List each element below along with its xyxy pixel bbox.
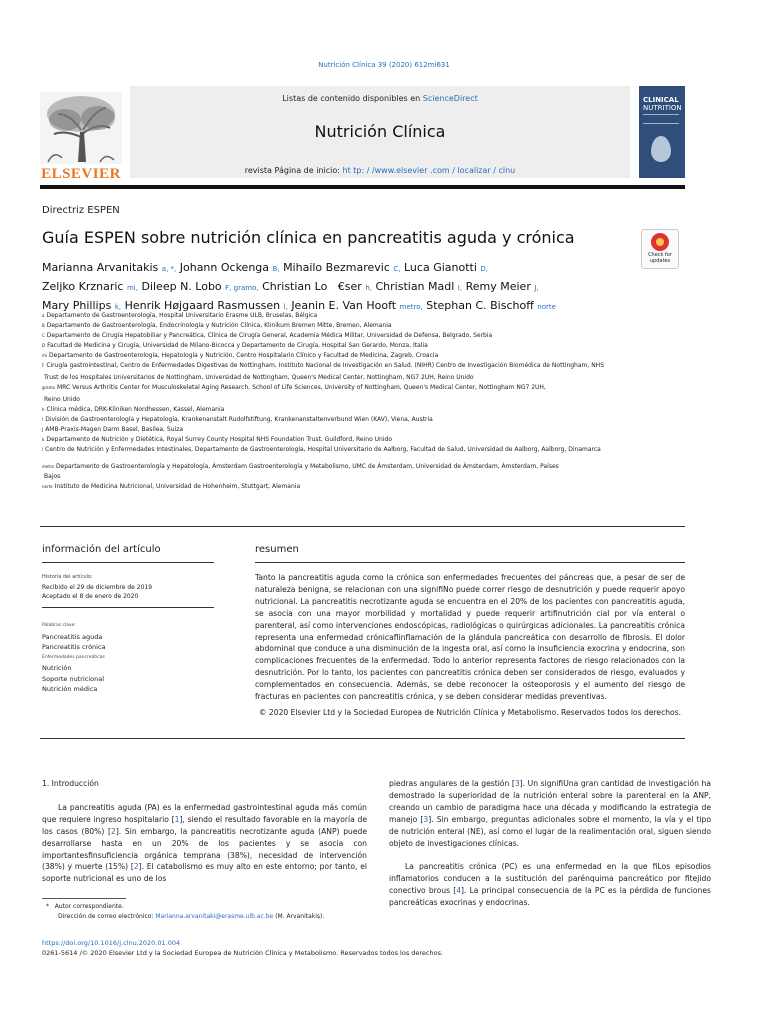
affiliation-text: Clínica médica, DRK-Kliniken Nordhessen, Kassel, Alemania (46, 406, 225, 413)
journal-title: Nutrición Clínica (314, 122, 446, 141)
affiliation-list (42, 312, 652, 493)
affiliation-text: Facultad de Medicina y Cirugía, Universidad de Milano-Bicocca y Departamento de Cirugía, Hospital San Gerardo, Monza, Italia (47, 342, 428, 349)
footnote-rule (42, 898, 126, 899)
affiliation (42, 426, 652, 434)
divider (42, 562, 214, 563)
cover-title-line2: NUTRITION (643, 104, 682, 112)
affiliation (42, 374, 652, 382)
check-updates-icon (651, 233, 669, 251)
sciencedirect-link[interactable]: ScienceDirect (422, 94, 478, 103)
affiliation-key: D (42, 343, 46, 348)
check-for-updates-badge[interactable] (641, 229, 679, 269)
author-affiliation-mark[interactable]: J, (534, 284, 539, 292)
affiliation-text: Reino Unido (44, 396, 80, 403)
affiliation (42, 312, 652, 320)
author-affiliation-mark[interactable]: metro, (399, 303, 423, 311)
divider (40, 526, 685, 527)
divider (255, 562, 685, 563)
affiliation-key: h (42, 407, 45, 412)
affiliation-text: Departamento de Gastroenterología, Hepatología y Nutrición, Centro Hospitalario Clínico y Facultad de Medicina, Zagreb, Croacia (49, 352, 439, 359)
affiliation-key: J (42, 427, 44, 432)
affiliation (42, 352, 652, 360)
footnote-marker: * (46, 903, 49, 910)
header-rule (40, 185, 685, 189)
author-name[interactable]: Luca Gianotti (404, 261, 477, 274)
affiliation (42, 446, 652, 454)
doi-link[interactable]: https://doi.org/10.1016/j.clnu.2020.01.004 (42, 939, 181, 947)
journal-citation[interactable]: Nutrición Clínica 39 (2020) 612mi631 (318, 61, 450, 69)
abstract-heading: resumen (255, 544, 299, 555)
cover-title-line1: CLINICAL (643, 96, 679, 104)
reference-link[interactable]: 2 (133, 862, 139, 872)
affiliation (42, 406, 652, 414)
abstract-text: Tanto la pancreatitis aguda como la crónica son enfermedades frecuentes del páncreas que, a pesar de ser de naturaleza benigna, se relacionan con una signifiNo puede correr riesgo de desnutrición y puede requerir apoyo nutricional. La pancreatitis necrotizante aguda se encuentra en el 20% de los pacientes con pancreatitis aguda, se asocia con una mayor morbilidad y mortalidad y puede requerir artifinutrición cial por vía enteral o parenteral, así como intervenciones endoscópicas, radiológicas o quirúrgicas adicionales. La pancreatitis crónica representa una enfermedad crónicaflinflamación de la glándula pancreática con desarrollo de fibrosis. El dolor abdominal que conduce a una disminución de la ingesta oral, así como la insuficiencia exocrina y endocrina, son complicaciones frecuentes de la enfermedad. Todo lo anterior representa factores de riesgo relacionados con la desnutrición. Por lo tanto, los pacientes con pancreatitis crónica deben ser considerados de riesgo, evaluados y complementados en consecuencia. Además, se debe reconocer la osteoporosis y el aumento del riesgo de fracturas en pacientes con pancreatitis crónica, y se deben considerar medidas preventivas. (255, 573, 685, 702)
issn-copyright: 0261-5614 /© 2020 Elsevier Ltd y la Sociedad Europea de Nutrición Clínica y Metabolismo. Reservados todos los derechos. (42, 949, 444, 957)
author-name[interactable]: Christian Madl (375, 280, 455, 293)
affiliation (42, 463, 652, 471)
author-name[interactable]: Henrik Højgaard Rasmussen (124, 299, 281, 312)
author-name[interactable]: Stephan C. Bischoff (426, 299, 534, 312)
availability-text: Listas de contenido disponibles en (282, 94, 423, 103)
affiliation (42, 342, 652, 350)
keyword: Nutrición médica (42, 685, 98, 693)
article-title: Guía ESPEN sobre nutrición clínica en pancreatitis aguda y crónica (42, 228, 575, 247)
affiliation (42, 473, 652, 481)
keyword: Enfermedades pancreáticas (42, 654, 105, 660)
author-name[interactable]: Johann Ockenga (179, 261, 270, 274)
paragraph: La pancreatitis aguda (PA) es la enfermedad gastrointestinal aguda más común que requiere ingreso hospitalario [1], siendo el resultado favorable en la mayoría de los casos (80%) [2]. Sin embargo, la pancreatitis necrotizante aguda (ANP) puede desarrollarse hasta en un 20% de los pacientes y se asocia con importantesfinsuficiencia orgánica temprana (38%), necesidad de intervención (38%) y muerte (15%) [2]. El catabolismo es muy alto en este entorno; por tanto, el soporte nutricional es uno de los (42, 802, 368, 884)
affiliation-key: C (42, 333, 45, 338)
author-name[interactable]: Christian Lo €ser (262, 280, 362, 293)
affiliation-key: I (42, 417, 44, 422)
reference-link[interactable]: 4 (456, 886, 462, 896)
affiliation-key: a (42, 313, 45, 318)
keyword: Pancreatitis crónica (42, 643, 106, 651)
journal-cover[interactable] (639, 86, 685, 178)
affiliation (42, 483, 652, 491)
affiliation-key: gramo (42, 385, 55, 390)
affiliation-key: B (42, 323, 45, 328)
article-info-heading: información del artículo (42, 544, 161, 555)
author-name[interactable]: Remy Meier (465, 280, 531, 293)
body-column-right (389, 778, 711, 909)
keyword: Pancreatitis aguda (42, 632, 103, 641)
author-affiliation-mark[interactable]: I, (457, 284, 463, 292)
author-affiliation-mark[interactable]: norte (537, 303, 556, 311)
keyword: Soporte nutricional (42, 674, 105, 683)
abstract-copyright: © 2020 Elsevier Ltd y la Sociedad Europea de Nutrición Clínica y Metabolismo. Reservados todos los derechos. (258, 708, 682, 717)
author-affiliation-mark[interactable]: mi, (126, 284, 138, 292)
author-email-link[interactable]: Marianna.arvanitaki@erasme.ulb.ac.be (155, 913, 274, 920)
affiliation (42, 332, 652, 340)
affiliation-text: Cirugía gastrointestinal, Centro de Enfermedades Digestivas de Nottingham, Instituto Nacional de Investigación en Salud. (NIHR) Centro de Investigación Biomédica de Nottingham, NHS (46, 362, 604, 369)
author-name[interactable]: Zeljko Krznaric (42, 280, 124, 293)
author-name[interactable]: Mary Phillips (42, 299, 112, 312)
footnote-text: Autor correspondiente. (54, 903, 124, 910)
affiliation-key: metro (42, 464, 54, 469)
reference-link[interactable]: 1 (174, 814, 180, 824)
affiliation (42, 396, 652, 404)
divider (42, 607, 214, 608)
footnote: * Autor correspondiente. Dirección de correo electrónico: Marianna.arvanitaki@erasme.ulb.ac.be (M. Arvanitakis). (46, 903, 325, 920)
article-type: Directriz ESPEN (42, 205, 120, 216)
keywords-label: Palabras clave: (42, 623, 76, 628)
author-affiliation-mark[interactable]: F, gramo, (225, 284, 259, 292)
author-affiliation-mark[interactable]: B, (272, 265, 280, 273)
affiliation-key: l (42, 447, 44, 452)
cover-decoration (643, 114, 679, 124)
affiliation (42, 384, 652, 392)
author-name[interactable]: Dileep N. Lobo (141, 280, 222, 293)
author-name[interactable]: Marianna Arvanitakis (42, 261, 159, 274)
affiliation (42, 322, 652, 330)
check-updates-label: Check for updates (648, 252, 672, 264)
affiliation-text: Bajos (44, 473, 61, 480)
affiliation-text: Departamento de Gastroenterología, Endocrinología y Nutrición Clínica, Klinikum Bremen Mitte, Bremen, Alemania (46, 322, 392, 329)
author-affiliation-mark[interactable]: h, (365, 284, 372, 292)
affiliation (42, 436, 652, 444)
history-label: Historia del artículo: (42, 574, 93, 580)
elsevier-wordmark: ELSEVIER (41, 166, 121, 182)
divider (40, 738, 685, 739)
affiliation-key: F (42, 363, 45, 368)
cover-drop-icon (651, 136, 671, 162)
paragraph: piedras angulares de la gestión [3]. Un signifiUna gran cantidad de investigación ha demostrado la superioridad de la nutrición enteral sobre la parenteral en la ANP, creando un cambio de paradigma hace una década y modificando la estrategia de manejo [3]. Sin embargo, preguntas adicionales sobre el momento, la vía y el tipo de nutrición enteral (NE), así como el lugar de la realimentación oral, siguen siendo objeto de investigaciones clínicas. (389, 779, 711, 848)
journal-homepage (130, 166, 630, 175)
affiliation (42, 362, 652, 370)
paragraph: La pancreatitis crónica (PC) es una enfermedad en la que fiLos episodios inflamatorios conducen a la sustitución del parénquima pancreático por fitejido conectivo brous [4]. La principal consecuencia de la PC es la pérdida de funciones pancreáticas exocrinas y endocrinas. (389, 862, 711, 908)
affiliation-key: mi (42, 353, 48, 358)
affiliation-text: Departamento de Gastroenterología, Hospital Universitario Erasme ULB, Bruselas, Bélgica (46, 312, 318, 319)
contents-availability (130, 94, 630, 103)
author-list (42, 259, 642, 316)
reference-link[interactable]: 3 (423, 814, 429, 824)
affiliation-text: Departamento de Nutrición y Dietética, Royal Surrey County Hospital NHS Foundation Trust, Guildford, Reino Unido (46, 436, 393, 443)
homepage-link[interactable]: ht tp: / /www.elsevier .com / localizar / clnu (342, 166, 516, 175)
affiliation-key: k (42, 437, 45, 442)
body-column-left (42, 778, 367, 885)
author-name[interactable]: Mihailo Bezmarevic (283, 261, 390, 274)
affiliation-text: AMB-Praxis-Magen Darm Basel, Basilea, Suiza (45, 426, 184, 433)
affiliation-text: Departamento de Gastroenterología y Hepatología, Ámsterdam Gastroenterología y Metabolismo, UMC de Ámsterdam, Universidad de Ámsterdam, Ámsterdam, Países (55, 463, 559, 470)
accepted-date: Aceptado el 8 de enero de 2020 (42, 593, 139, 600)
author-affiliation-mark[interactable]: l, (283, 303, 288, 311)
affiliation (42, 416, 652, 424)
received-date: Recibido el 29 de diciembre de 2019 (42, 583, 153, 591)
keyword: Nutrición (42, 664, 72, 672)
author-affiliation-mark[interactable]: C, (393, 265, 401, 273)
author-affiliation-mark[interactable]: D, (480, 265, 489, 273)
affiliation-text: MRC Versus Arthritis Center for Musculoskeletal Aging Research, School of Life Sciences, University of Nottingham, Queen's Medical Center, Nottingham NG7 2UH, (56, 384, 546, 391)
homepage-label: revista Página de inicio: (244, 166, 343, 175)
affiliation-text: Departamento de Cirugía Hepatobiliar y Pancreática, Clínica de Cirugía General, Academia Médica Militar, Universidad de Defensa, Belgrado, Serbia (46, 332, 493, 339)
affiliation-text: División de Gastroenterología y Hepatología, Krankenanstalt Rudolfstiftung, Krankenanstaltenverbund Wien (KAV), Viena, Austria (45, 416, 433, 423)
article-history (42, 573, 214, 602)
affiliation-text: Trust de los Hospitales Universitarios de Nottingham, Universidad de Nottingham, Queen's Medical Center, Nottingham, NG7 2UH, Reino Unido (44, 374, 474, 381)
keywords (42, 621, 214, 695)
section-heading: 1. Introducción (42, 779, 99, 788)
reference-link[interactable]: 3 (514, 779, 520, 788)
author-affiliation-mark[interactable]: k, (114, 303, 122, 311)
affiliation-text: Instituto de Medicina Nutricional, Universidad de Hohenheim, Stuttgart, Alemania (54, 483, 301, 490)
affiliation-key: norte (42, 484, 53, 489)
affiliation-text: Centro de Nutrición y Enfermedades Intestinales, Departamento de Gastroenterología, Hospital Universitario de Aalborg, Facultad de Salud, Universidad de Aalborg, Aalborg, Dinamarca (45, 446, 601, 453)
author-name[interactable]: Jeanin E. Van Hooft (291, 299, 397, 312)
author-affiliation-mark[interactable]: a, *, (161, 265, 177, 273)
reference-link[interactable]: 2 (110, 826, 116, 836)
